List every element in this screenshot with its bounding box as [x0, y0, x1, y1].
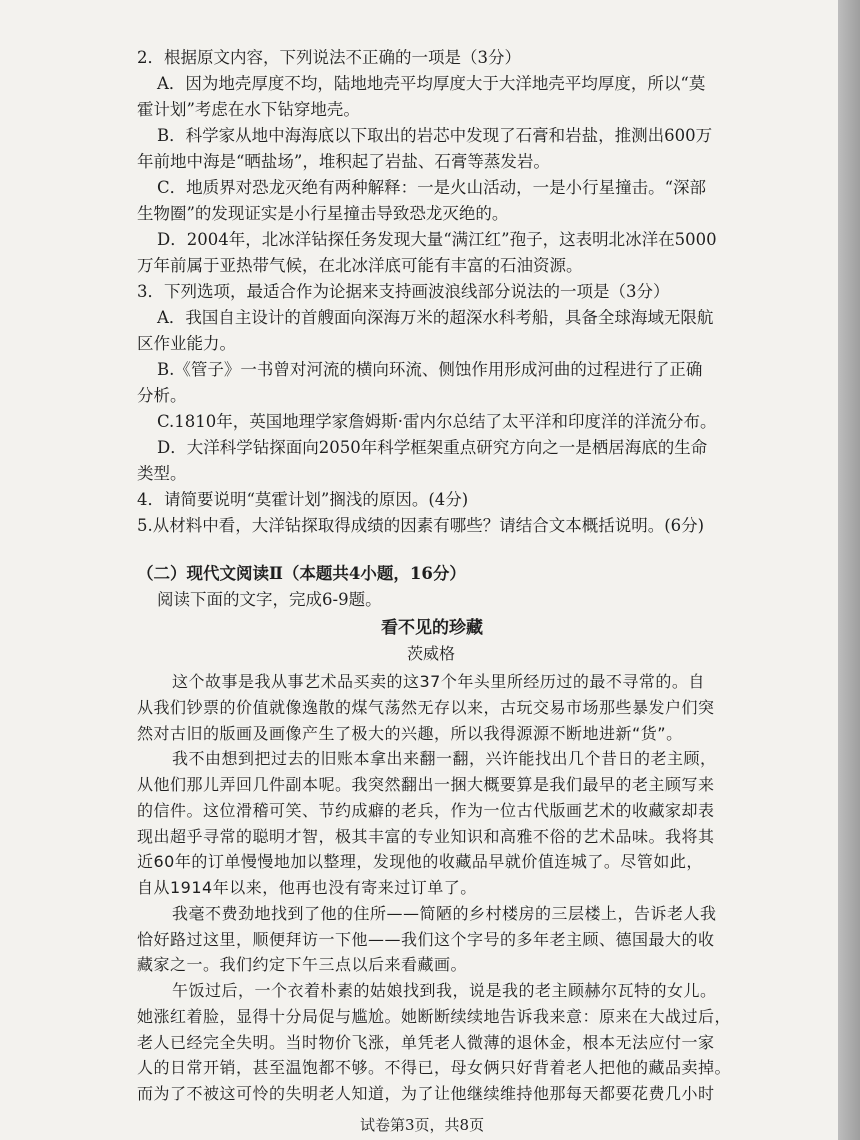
story-line: 的信件。这位滑稽可笑、节约成癖的老兵，作为一位古代版画艺术的收藏家却表 [137, 801, 715, 820]
story-line: 老人已经完全失明。当时物价飞涨，单凭老人微薄的退休金，根本无法应付一家 [137, 1033, 715, 1052]
question-5: 5.从材料中看，大洋钻探取得成绩的因素有哪些？请结合文本概括说明。(6分) [137, 516, 705, 535]
story-line: 恰好路过这里，顺便拜访一下他——我们这个字号的多年老主顾、德国最大的收 [137, 930, 715, 949]
story-line: 我毫不费劲地找到了他的住所——简陋的乡村楼房的三层楼上，告诉老人我 [172, 904, 717, 923]
question-4: 4．请简要说明“莫霍计划”搁浅的原因。(4分) [137, 490, 469, 509]
question-2-option-d: D．2004年，北冰洋钻探任务发现大量“满江红”孢子，这表明北冰洋在5000 [157, 230, 717, 249]
question-3-option-b: B.《管子》一书曾对河流的横向环流、侧蚀作用形成河曲的过程进行了正确 [157, 360, 703, 379]
page-edge-shadow [838, 0, 860, 1140]
story-author: 茨威格 [407, 644, 456, 663]
story-line: 人的日常开销，甚至温饱都不够。不得已，母女俩只好背着老人把他的藏品卖掉。 [137, 1058, 732, 1077]
section-heading: （二）现代文阅读Ⅱ（本题共4小题，16分） [137, 564, 466, 583]
question-3-option-d-cont: 类型。 [137, 464, 187, 483]
question-3-option-d: D．大洋科学钻探面向2050年科学框架重点研究方向之一是栖居海底的生命 [157, 438, 708, 457]
story-line: 而为了不被这可怜的失明老人知道，为了让他继续维持他那每天都要花费几小时 [137, 1084, 715, 1103]
question-2-option-c: C．地质界对恐龙灭绝有两种解释：一是火山活动，一是小行星撞击。“深部 [157, 178, 707, 197]
question-2-option-a-cont: 霍计划”考虑在水下钻穿地壳。 [137, 100, 360, 119]
question-3-option-a-cont: 区作业能力。 [137, 334, 236, 353]
story-line: 我不由想到把过去的旧账本拿出来翻一翻，兴许能找出几个昔日的老主顾， [172, 749, 717, 768]
question-2-option-c-cont: 生物圈”的发现证实是小行星撞击导致恐龙灭绝的。 [137, 204, 509, 223]
question-3-option-b-cont: 分析。 [137, 386, 187, 405]
story-line: 这个故事是我从事艺术品买卖的这37个年头里所经历过的最不寻常的。自 [172, 672, 705, 691]
story-line: 午饭过后，一个衣着朴素的姑娘找到我，说是我的老主顾赫尔瓦特的女儿。 [172, 981, 717, 1000]
question-2-option-b-cont: 年前地中海是“晒盐场”，堆积起了岩盐、石膏等蒸发岩。 [137, 152, 550, 171]
story-line: 现出超乎寻常的聪明才智，极其丰富的专业知识和高雅不俗的艺术品味。我将其 [137, 827, 715, 846]
question-3-option-a: A．我国自主设计的首艘面向深海万米的超深水科考船，具备全球海域无限航 [157, 308, 714, 327]
section-instruction: 阅读下面的文字，完成6-9题。 [157, 590, 382, 609]
story-line: 然对古旧的版画及画像产生了极大的兴趣，所以我得源源不断地进新“货”。 [137, 724, 683, 743]
story-line: 近60年的订单慢慢地加以整理，发现他的收藏品早就价值连城了。尽管如此， [137, 852, 703, 871]
question-2-option-d-cont: 万年前属于亚热带气候，在北冰洋底可能有丰富的石油资源。 [137, 256, 583, 275]
page-footer: 试卷第3页，共8页 [360, 1116, 485, 1134]
question-3-stem: 3．下列选项，最适合作为论据来支持画波浪线部分说法的一项是（3分） [137, 282, 670, 301]
story-title: 看不见的珍藏 [381, 618, 483, 638]
question-2-option-b: B．科学家从地中海海底以下取出的岩芯中发现了石膏和岩盐，推测出600万 [157, 126, 713, 145]
question-2-option-a: A．因为地壳厚度不均，陆地地壳平均厚度大于大洋地壳平均厚度，所以“莫 [157, 74, 706, 93]
story-line: 藏家之一。我们约定下午三点以后来看藏画。 [137, 955, 468, 974]
story-line: 自从1914年以来，他再也没有寄来过订单了。 [137, 878, 477, 897]
story-line: 从我们钞票的价值就像逸散的煤气荡然无存以来，古玩交易市场那些暴发户们突 [137, 698, 715, 717]
story-line: 她涨红着脸，显得十分局促与尴尬。她断断续续地告诉我来意：原来在大战过后， [137, 1007, 732, 1026]
question-3-option-c: C.1810年，英国地理学家詹姆斯·雷内尔总结了太平洋和印度洋的洋流分布。 [157, 412, 717, 431]
question-2-stem: 2．根据原文内容，下列说法不正确的一项是（3分） [137, 48, 521, 67]
story-line: 从他们那儿弄回几件副本呢。我突然翻出一捆大概要算是我们最早的老主顾写来 [137, 775, 715, 794]
